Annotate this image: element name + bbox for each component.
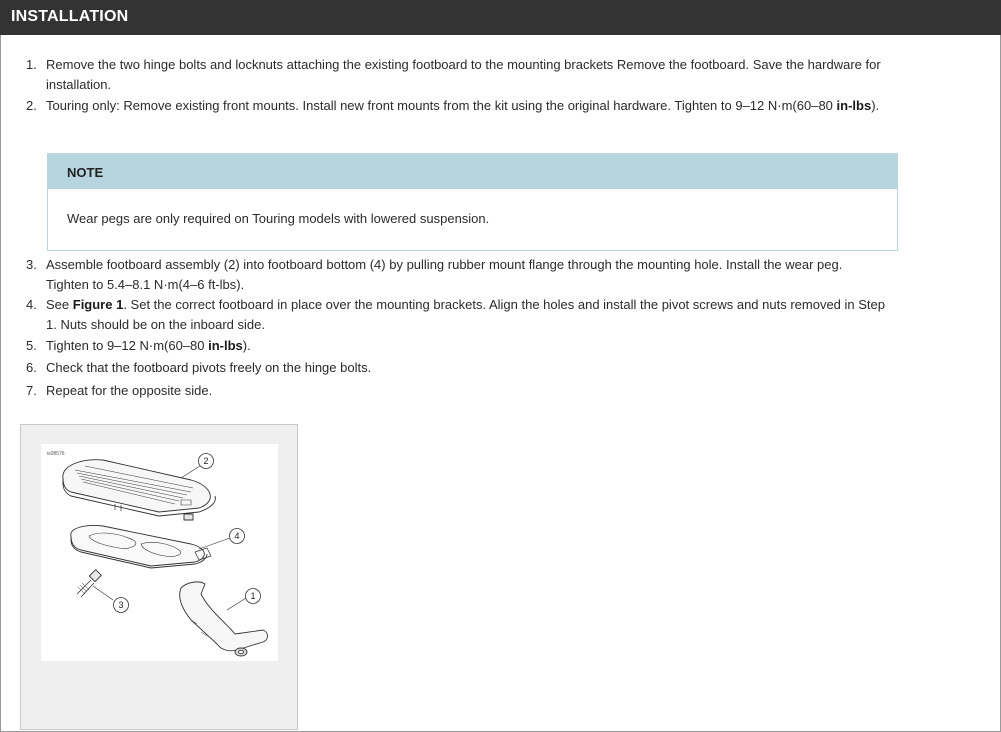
step-7 (26, 381, 886, 401)
callout-4 (230, 529, 245, 544)
callout-3 (114, 598, 129, 613)
callout-2 (199, 454, 214, 469)
step-text (46, 257, 842, 292)
note-header (48, 154, 897, 189)
step-text-run: Assemble footboard assembly (2) into footboard bottom (4) by pulling rubber mount flange through the mounting hole. Install the wear peg. Tighten to 5.4–8.1 N·m(4–6 ft-lbs). (46, 257, 843, 292)
step-3 (26, 255, 886, 294)
note-box (47, 153, 898, 251)
figure-1-panel (20, 424, 298, 730)
step-text-run: Check that the footboard pivots freely on the hinge bolts. (46, 360, 372, 375)
step-text (46, 98, 879, 113)
callout-label: 4 (234, 531, 240, 541)
step-text (46, 360, 371, 375)
step-number: 5. (26, 338, 37, 353)
step-2 (26, 96, 886, 116)
step-text (46, 297, 885, 332)
step-text-run: ). (871, 98, 880, 113)
step-text-run: See (46, 297, 73, 312)
step-number: 1. (26, 57, 37, 72)
step-text-emphasis: in-lbs (208, 338, 243, 353)
step-4 (26, 295, 886, 334)
callout-label: 3 (118, 600, 124, 610)
figure-1-illustration (41, 444, 278, 661)
wear-peg-part (77, 570, 101, 597)
step-text-run: Touring only: Remove existing front mounts. Install new front mounts from the kit using the original hardware. Tighten to 9–12 N·m(60–80 (46, 98, 837, 113)
footboard-bottom-part (71, 525, 211, 568)
note-title: NOTE (67, 165, 104, 180)
step-number: 6. (26, 360, 37, 375)
callout-1 (246, 589, 261, 604)
section-header (0, 0, 1001, 35)
step-number: 3. (26, 257, 37, 272)
step-text-run: ). (242, 338, 251, 353)
note-text: Wear pegs are only required on Touring models with lowered suspension. (67, 211, 490, 226)
step-text-run: Tighten to 9–12 N·m(60–80 (46, 338, 209, 353)
section-title: INSTALLATION (11, 8, 129, 25)
step-text-emphasis: in-lbs (836, 98, 872, 113)
step-1 (26, 55, 886, 94)
footboard-exploded-diagram (41, 444, 278, 661)
step-text-run: Remove the two hinge bolts and locknuts attaching the existing footboard to the mounting brackets Remove the footboard. Save the hardware for installation. (46, 57, 881, 92)
step-text-emphasis: Figure 1 (72, 297, 124, 312)
step-number: 4. (26, 297, 37, 312)
step-text-run: Repeat for the opposite side. (46, 383, 213, 398)
step-number: 7. (26, 383, 37, 398)
step-text (46, 57, 881, 92)
callout-label: 2 (203, 456, 209, 466)
step-6 (26, 358, 886, 378)
figure-id-label: is08576 (47, 451, 65, 457)
footboard-part (63, 460, 216, 520)
callout-label: 1 (250, 591, 256, 601)
step-text (46, 338, 251, 353)
step-text (46, 383, 212, 398)
step-5 (26, 336, 886, 356)
step-text-run: . Set the correct footboard in place over the mounting brackets. Align the holes and install the pivot screws and nuts removed in Step 1. Nuts should be on the inboard side. (46, 297, 885, 332)
step-number: 2. (26, 98, 37, 113)
